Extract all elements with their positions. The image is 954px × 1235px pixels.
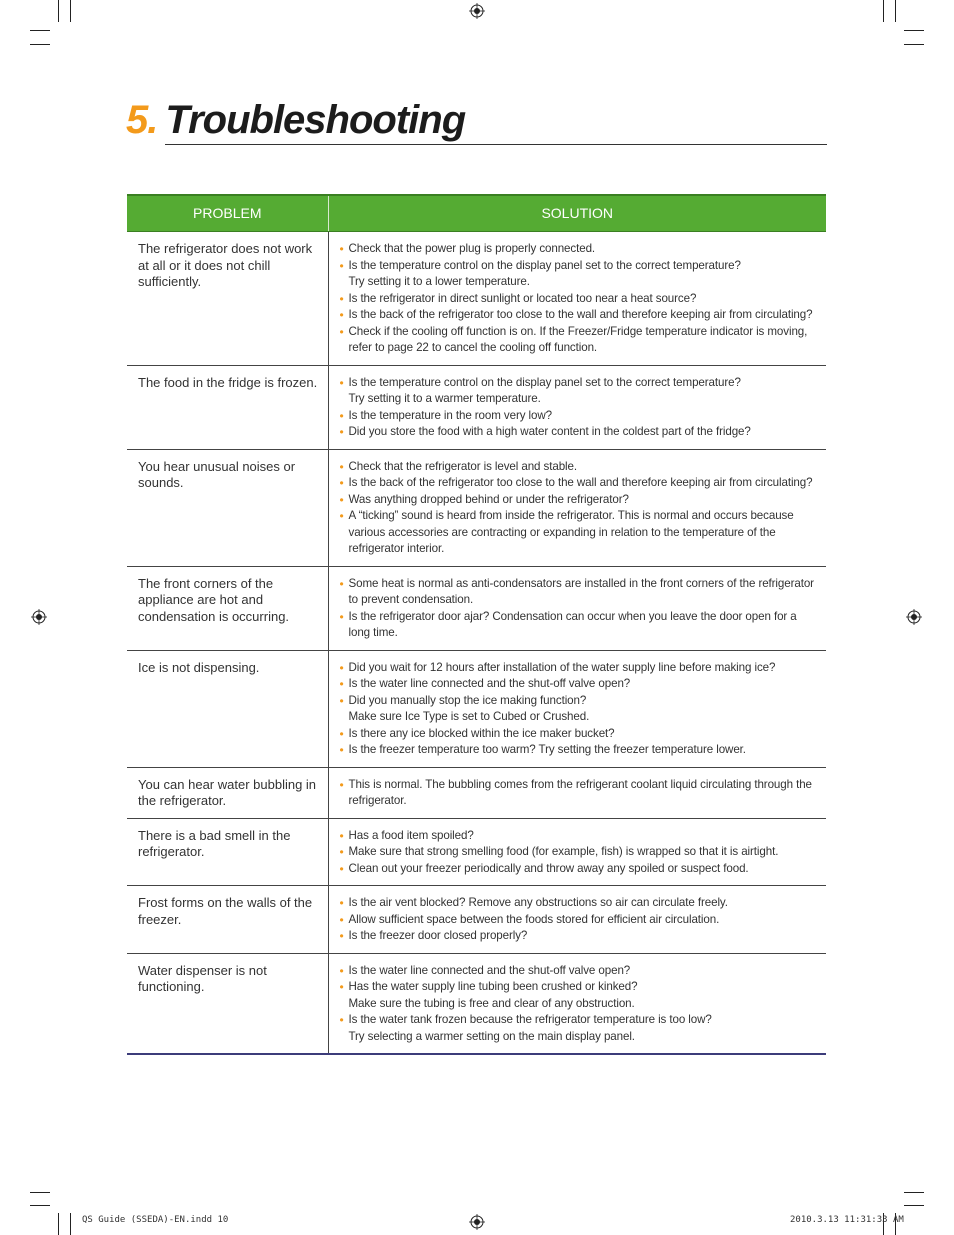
table-body: [127, 232, 826, 1055]
section-number: 5.: [126, 98, 158, 142]
solution-item: • Is there any ice blocked within the ice maker bucket?: [340, 726, 817, 743]
solution-list: [340, 241, 817, 357]
page-title: [126, 96, 465, 144]
solution-list: [340, 895, 817, 945]
table-row: [127, 818, 826, 886]
crop-mark: [70, 0, 71, 22]
solution-item-continuation: Make sure the tubing is free and clear of any obstruction.: [348, 996, 635, 1010]
table-row: [127, 365, 826, 449]
solution-item: • Is the freezer door closed properly?: [340, 928, 817, 945]
solution-item: • Did you manually stop the ice making function?: [340, 693, 817, 710]
solution-item: • Check if the cooling off function is on. If the Freezer/Fridge temperature indicator is moving, refer to page 22 to cancel the cooling off function.: [340, 324, 817, 357]
solution-item: • Is the temperature control on the display panel set to the correct temperature?: [340, 375, 817, 392]
registration-mark-icon: [469, 3, 485, 19]
solution-cell: [328, 232, 826, 366]
solution-item: • Did you wait for 12 hours after installation of the water supply line before making ice?: [340, 660, 817, 677]
table-row: [127, 886, 826, 954]
problem-cell: The food in the fridge is frozen.: [127, 365, 328, 449]
solution-cell: [328, 449, 826, 566]
table-header-row: [127, 195, 826, 232]
problem-cell: The refrigerator does not work at all or it does not chill sufficiently.: [127, 232, 328, 366]
solution-item: • Clean out your freezer periodically and throw away any spoiled or suspect food.: [340, 861, 817, 878]
solution-item: • This is normal. The bubbling comes from the refrigerant coolant liquid circulating through the refrigerator.: [340, 777, 817, 810]
crop-mark: [904, 1192, 924, 1193]
crop-mark: [30, 1205, 50, 1206]
solution-item: • Is the back of the refrigerator too close to the wall and therefore keeping air from circulating?: [340, 307, 817, 324]
solution-item: • Has the water supply line tubing been crushed or kinked?: [340, 979, 817, 996]
solution-list: [340, 660, 817, 759]
solution-column-header: SOLUTION: [328, 195, 826, 232]
problem-cell: Ice is not dispensing.: [127, 650, 328, 767]
footer-timestamp: 2010.3.13 11:31:33 AM: [790, 1215, 904, 1225]
table-row: [127, 953, 826, 1054]
crop-mark: [904, 30, 924, 31]
solution-item: • Has a food item spoiled?: [340, 828, 817, 845]
crop-mark: [30, 1192, 50, 1193]
solution-list: [340, 576, 817, 642]
table-row: [127, 650, 826, 767]
table-row: [127, 232, 826, 366]
solution-item: • Is the temperature control on the display panel set to the correct temperature?: [340, 258, 817, 275]
solution-cell: [328, 886, 826, 954]
solution-list: [340, 459, 817, 558]
troubleshooting-table: [127, 194, 826, 1055]
solution-item-continuation: Make sure Ice Type is set to Cubed or Crushed.: [348, 710, 590, 723]
solution-item: • Is the temperature in the room very low?: [340, 408, 817, 425]
solution-item: • Is the water line connected and the shut-off valve open?: [340, 676, 817, 693]
crop-mark: [58, 0, 59, 22]
solution-list: [340, 777, 817, 810]
problem-cell: Water dispenser is not functioning.: [127, 953, 328, 1054]
solution-item: • Is the water line connected and the shut-off valve open?: [340, 963, 817, 980]
solution-cell: [328, 650, 826, 767]
solution-cell: [328, 953, 826, 1054]
solution-list: [340, 828, 817, 878]
solution-item: • A “ticking” sound is heard from inside the refrigerator. This is normal and occurs because various accessories are contracting or expanding in relation to the temperature of the refrigerator interior.: [340, 508, 817, 558]
table-row: [127, 767, 826, 818]
solution-list: [340, 963, 817, 1046]
crop-mark: [70, 1213, 71, 1235]
solution-list: [340, 375, 817, 441]
solution-item-continuation: Try selecting a warmer setting on the main display panel.: [348, 1029, 635, 1043]
problem-cell: There is a bad smell in the refrigerator.: [127, 818, 328, 886]
section-title: Troubleshooting: [165, 98, 466, 142]
solution-item-continuation: Try setting it to a warmer temperature.: [348, 392, 541, 405]
crop-mark: [904, 44, 924, 45]
solution-item-continuation: Try setting it to a lower temperature.: [348, 275, 530, 288]
problem-cell: Frost forms on the walls of the freezer.: [127, 886, 328, 954]
crop-mark: [58, 1213, 59, 1235]
problem-column-header: PROBLEM: [127, 195, 328, 232]
crop-mark: [904, 1205, 924, 1206]
registration-mark-icon: [31, 609, 47, 625]
solution-item: • Is the refrigerator door ajar? Condensation can occur when you leave the door open for a long time.: [340, 609, 817, 642]
table-row: [127, 449, 826, 566]
registration-mark-icon: [469, 1214, 485, 1230]
footer-file-info: QS Guide (SSEDA)-EN.indd 10: [82, 1215, 229, 1225]
solution-cell: [328, 818, 826, 886]
solution-cell: [328, 767, 826, 818]
solution-item: • Was anything dropped behind or under the refrigerator?: [340, 492, 817, 509]
solution-item: • Allow sufficient space between the foods stored for efficient air circulation.: [340, 912, 817, 929]
crop-mark: [883, 0, 884, 22]
solution-item: • Is the refrigerator in direct sunlight or located too near a heat source?: [340, 291, 817, 308]
solution-item: • Is the water tank frozen because the refrigerator temperature is too low?: [340, 1012, 817, 1029]
problem-cell: You can hear water bubbling in the refrigerator.: [127, 767, 328, 818]
table-row: [127, 566, 826, 650]
solution-item: • Is the air vent blocked? Remove any obstructions so air can circulate freely.: [340, 895, 817, 912]
solution-cell: [328, 365, 826, 449]
crop-mark: [30, 44, 50, 45]
solution-item: • Is the freezer temperature too warm? Try setting the freezer temperature lower.: [340, 742, 817, 759]
solution-item: • Is the back of the refrigerator too close to the wall and therefore keeping air from circulating?: [340, 475, 817, 492]
solution-item: • Check that the power plug is properly connected.: [340, 241, 817, 258]
solution-item: • Check that the refrigerator is level and stable.: [340, 459, 817, 476]
crop-mark: [895, 0, 896, 22]
problem-cell: You hear unusual noises or sounds.: [127, 449, 328, 566]
solution-item: • Make sure that strong smelling food (for example, fish) is wrapped so that it is airtight.: [340, 844, 817, 861]
crop-mark: [30, 30, 50, 31]
problem-cell: The front corners of the appliance are hot and condensation is occurring.: [127, 566, 328, 650]
registration-mark-icon: [906, 609, 922, 625]
title-rule: [165, 144, 827, 145]
solution-cell: [328, 566, 826, 650]
solution-item: • Did you store the food with a high water content in the coldest part of the fridge?: [340, 424, 817, 441]
solution-item: • Some heat is normal as anti-condensators are installed in the front corners of the refrigerator to prevent condensation.: [340, 576, 817, 609]
